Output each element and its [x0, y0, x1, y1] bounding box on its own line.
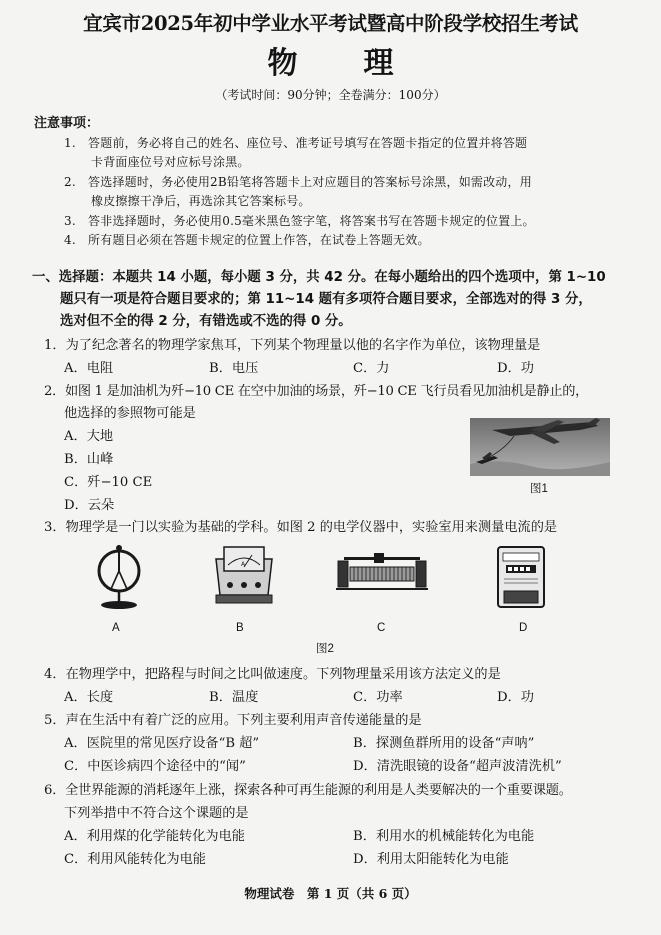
section-heading-line-3: 选对但不全的得 2 分，有错选或不选的得 0 分。: [60, 314, 352, 329]
question-1-option-a: A．电阻: [64, 361, 114, 376]
refueling-aircraft-photo: [470, 418, 610, 476]
question-5-option-a: A．医院里的常见医疗设备“B 超”: [64, 736, 260, 751]
question-1-option-c: C．力: [353, 361, 390, 376]
question-5-stem: 5．声在生活中有着广泛的应用。下列主要利用声音传递能量的是: [44, 713, 422, 728]
question-1-option-d: D．功: [497, 361, 534, 376]
question-4-option-a: A．长度: [64, 690, 114, 705]
notice-item-2-cont: 橡皮擦擦干净后，再选涂其它答案标号。: [91, 194, 311, 208]
notice-item-2: 2. 答选择题时，务必使用2B铅笔将答题卡上对应题目的答案标号涂黑，如需改动，用: [64, 175, 532, 189]
section-heading-line-2: 题只有一项是符合题目要求的；第 11~14 题有多项符合题目要求，全部选对的得 3 分，: [60, 292, 592, 307]
page-footer: 物理试卷 第 1 页（共 6 页）: [244, 886, 417, 901]
question-5-option-d: D．清洗眼镜的设备“超声波清洗机”: [353, 759, 562, 774]
instrument-d-energy-meter: [496, 545, 546, 609]
question-6-stem-cont: 下列举措中不符合这个课题的是: [64, 806, 249, 821]
notice-item-3: 3. 答非选择题时，务必使用0.5毫米黑色签字笔，将答案书写在答题卡规定的位置上。: [64, 214, 535, 228]
question-4-stem: 4．在物理学中，把路程与时间之比叫做速度。下列物理量采用该方法定义的是: [44, 667, 501, 682]
question-4-option-d: D．功: [497, 690, 534, 705]
instrument-a-electroscope: [92, 545, 146, 611]
notice-heading: 注意事项：: [34, 116, 100, 131]
question-2-option-a: A．大地: [64, 429, 114, 444]
question-4-option-b: B．温度: [209, 690, 259, 705]
question-3-stem: 3．物理学是一门以实验为基础的学科。如图 2 的电学仪器中，实验室用来测量电流的是: [44, 520, 558, 535]
question-4-option-c: C．功率: [353, 690, 403, 705]
instrument-label-c: C: [377, 622, 386, 634]
notice-item-1-cont: 卡背面座位号对应标号涂黑。: [91, 155, 250, 169]
instrument-b-ammeter: [212, 545, 276, 607]
question-2-option-d: D．云朵: [64, 498, 115, 513]
instrument-c-rheostat: [336, 553, 428, 593]
question-1-stem: 1．为了纪念著名的物理学家焦耳，下列某个物理量以他的名字作为单位，该物理量是: [44, 338, 541, 353]
question-6-option-d: D．利用太阳能转化为电能: [353, 852, 509, 867]
figure-1-caption: 图1: [530, 483, 548, 495]
question-6-option-a: A．利用煤的化学能转化为电能: [64, 829, 245, 844]
question-2-stem-cont: 他选择的参照物可能是: [64, 406, 196, 421]
exam-title: 宜宾市2025年初中学业水平考试暨高中阶段学校招生考试: [83, 12, 578, 35]
notice-item-1: 1. 答题前，务必将自己的姓名、座位号、准考证号填写在答题卡指定的位置并将答题: [64, 136, 528, 150]
question-6-stem: 6．全世界能源的消耗逐年上涨，探索各种可再生能源的利用是人类要解决的一个重要课题。: [44, 783, 572, 798]
notice-item-4: 4. 所有题目必须在答题卡规定的位置上作答，在试卷上答题无效。: [64, 233, 430, 247]
exam-info: （考试时间：90分钟；全卷满分：100分）: [215, 88, 446, 102]
figure-2-caption: 图2: [316, 643, 334, 655]
question-6-option-b: B．利用水的机械能转化为电能: [353, 829, 535, 844]
question-2-stem: 2．如图 1 是加油机为歼−10 CE 在空中加油的场景，歼−10 CE 飞行员看见加油机是静止的，: [44, 384, 589, 399]
question-1-option-b: B．电压: [209, 361, 259, 376]
question-5-option-b: B．探测鱼群所用的设备“声呐”: [353, 736, 535, 751]
question-6-option-c: C．利用风能转化为电能: [64, 852, 206, 867]
instrument-label-d: D: [519, 622, 528, 634]
question-2-option-b: B．山峰: [64, 452, 114, 467]
question-2-option-c: C．歼−10 CE: [64, 475, 153, 490]
instrument-label-a: A: [112, 622, 120, 634]
subject-title: 物 理: [267, 46, 412, 81]
svg-text:A: A: [241, 561, 246, 568]
section-heading-line-1: 一、选择题：本题共 14 小题，每小题 3 分，共 42 分。在每小题给出的四个选项中，第 1~10: [32, 270, 606, 285]
question-5-option-c: C．中医诊病四个途径中的“闻”: [64, 759, 246, 774]
instrument-label-b: B: [236, 622, 244, 634]
